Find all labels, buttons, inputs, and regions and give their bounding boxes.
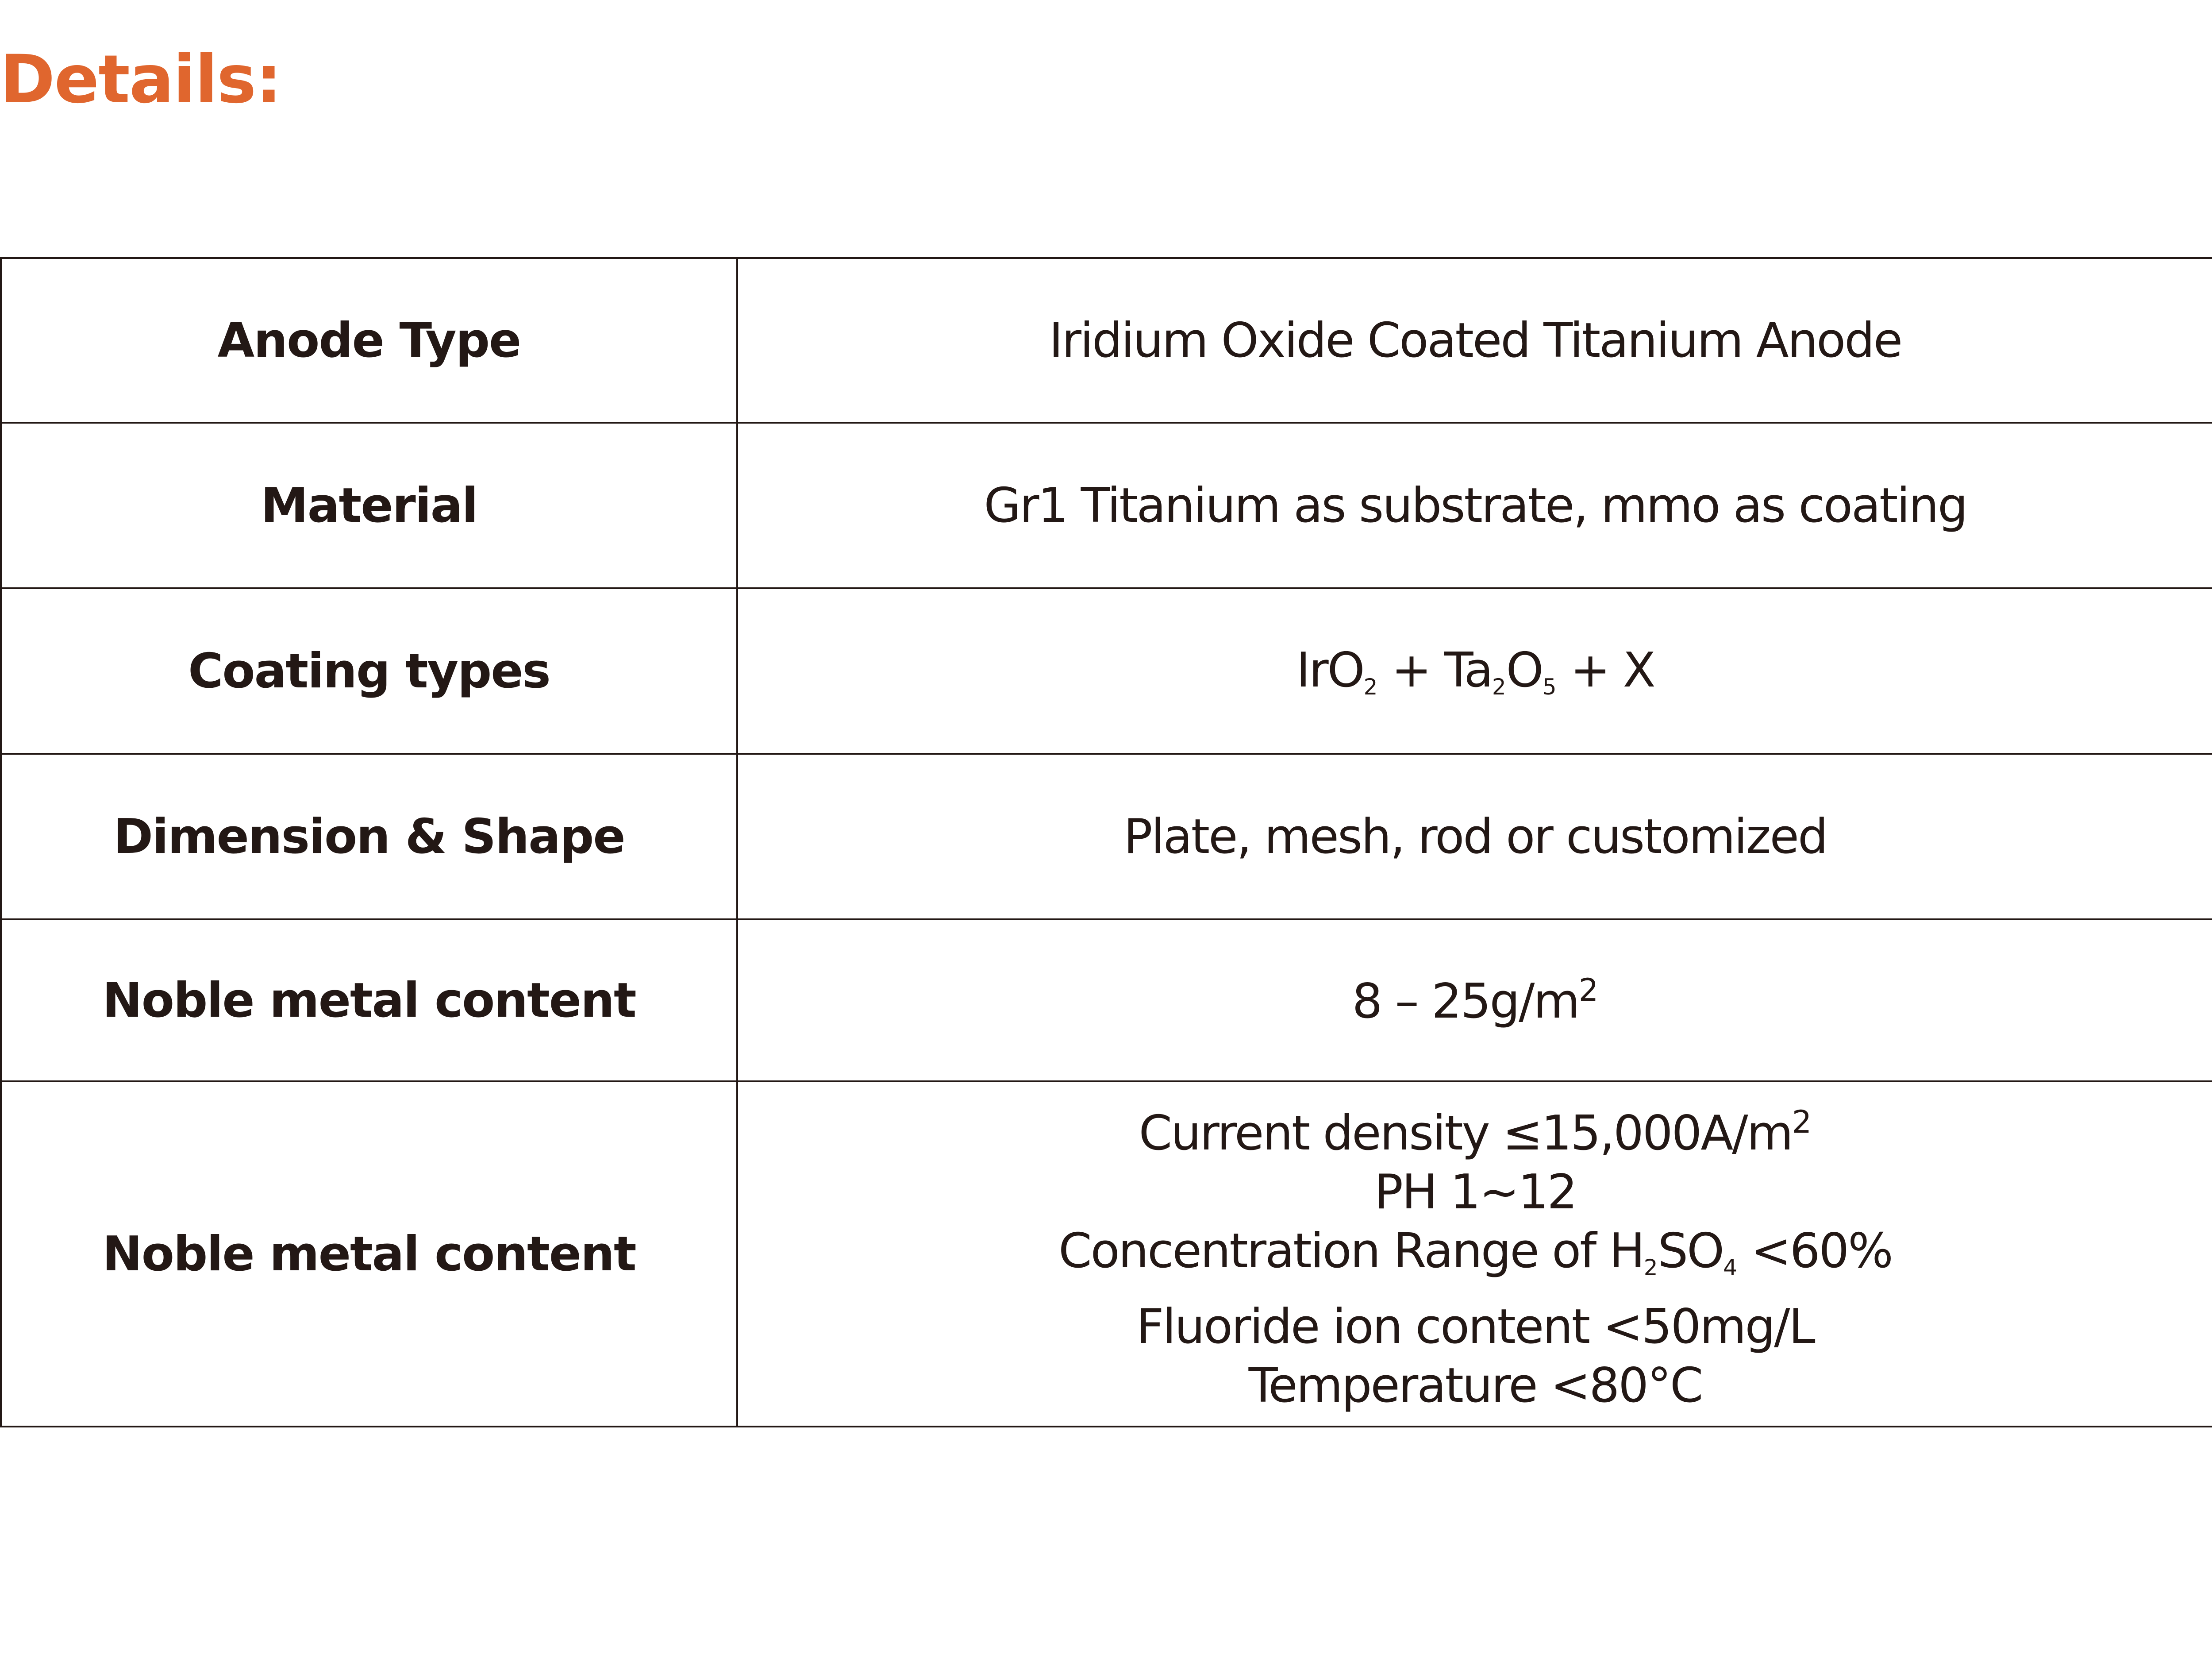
row-label-anode-type: Anode Type <box>1 258 737 423</box>
coating-iro: IrO <box>1296 642 1364 698</box>
row-label-dimension-shape: Dimension & Shape <box>1 754 737 919</box>
temperature-line: Temperature <80°C <box>1248 1358 1702 1413</box>
concentration-h-subscript: 2 <box>1643 1255 1658 1280</box>
ph-line: PH 1~12 <box>1374 1165 1577 1220</box>
coating-o-subscript: 5 <box>1542 674 1557 700</box>
noble-metal-superscript: 2 <box>1578 972 1599 1008</box>
coating-ta: Ta <box>1444 642 1492 698</box>
row-value-dimension-shape: Plate, mesh, rod or customized <box>737 754 2212 919</box>
current-density-superscript: 2 <box>1792 1104 1812 1140</box>
row-value-material: Gr1 Titanium as substrate, mmo as coating <box>737 423 2212 588</box>
current-density-line <box>738 1093 2212 1163</box>
coating-o: O <box>1506 642 1543 698</box>
row-label-noble-metal-content: Noble metal content <box>1 919 737 1081</box>
coating-iro-subscript: 2 <box>1363 674 1378 700</box>
concentration-text: Concentration Range of H <box>1058 1223 1644 1279</box>
table-row <box>1 919 2212 1081</box>
table-row <box>1 754 2212 919</box>
coating-plus: + <box>1377 642 1444 698</box>
table-row <box>1 588 2212 754</box>
coating-rest: + X <box>1556 642 1654 698</box>
row-label-operating-conditions: Noble metal content <box>1 1081 737 1427</box>
table-row <box>1 1081 2212 1427</box>
current-density-text: Current density ≤15,000A/m <box>1139 1106 1792 1161</box>
spec-table <box>0 257 2212 1427</box>
table-row <box>1 423 2212 588</box>
noble-metal-value: 8 – 25g/m <box>1352 973 1579 1029</box>
row-value-operating-conditions <box>737 1081 2212 1427</box>
concentration-line <box>738 1222 2212 1297</box>
coating-ta-subscript: 2 <box>1492 674 1506 700</box>
row-value-coating-types <box>737 588 2212 754</box>
concentration-o-subscript: 4 <box>1723 1255 1737 1280</box>
row-label-coating-types: Coating types <box>1 588 737 754</box>
fluoride-line: Fluoride ion content <50mg/L <box>1136 1299 1814 1354</box>
row-value-noble-metal-content <box>737 919 2212 1081</box>
row-label-material: Material <box>1 423 737 588</box>
concentration-limit: <60% <box>1737 1223 1892 1279</box>
concentration-so: SO <box>1658 1223 1723 1279</box>
page-title: Details: <box>0 41 281 118</box>
row-value-anode-type: Iridium Oxide Coated Titanium Anode <box>737 258 2212 423</box>
table-row <box>1 258 2212 423</box>
